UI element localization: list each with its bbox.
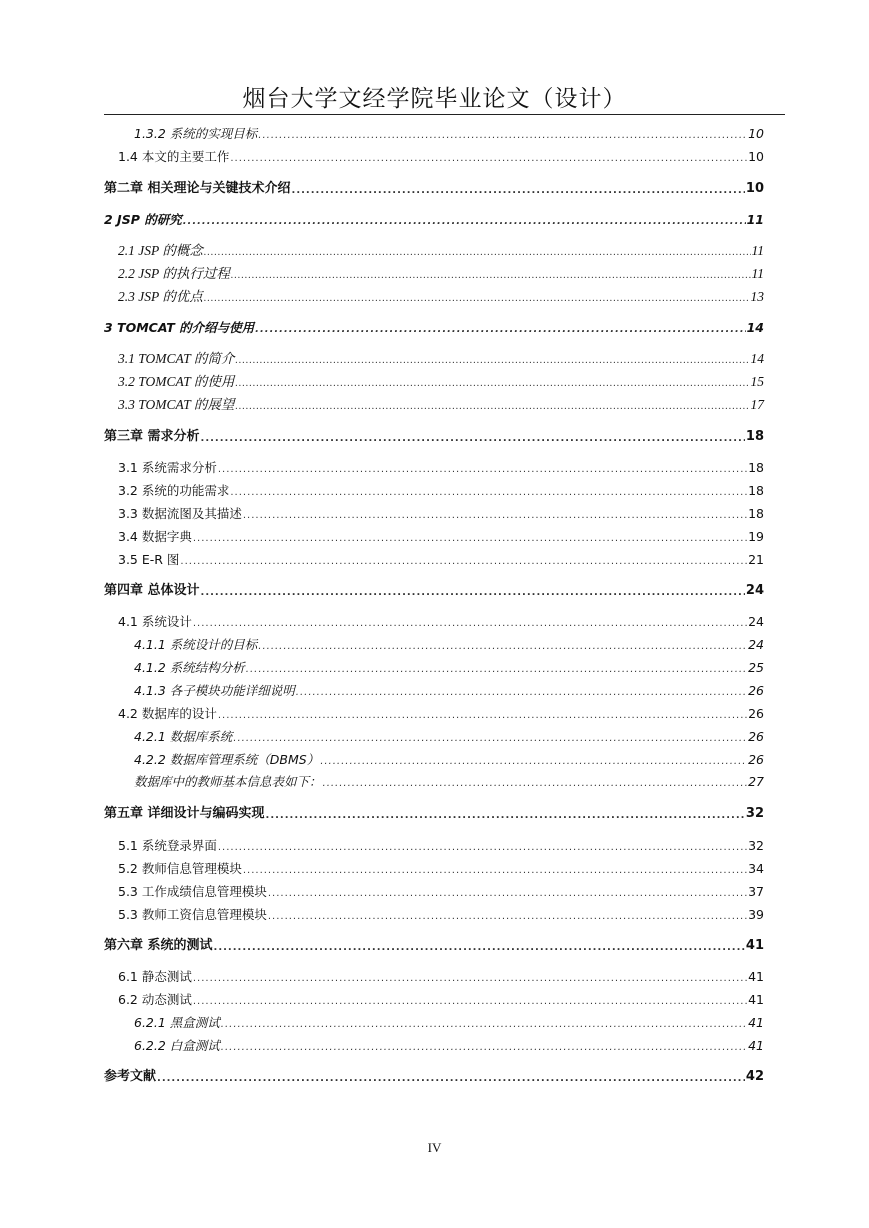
- toc-entry[interactable]: [118, 243, 764, 259]
- toc-entry[interactable]: [118, 460, 764, 476]
- toc-entry-title: 3 TOMCAT 的介绍与使用: [104, 320, 255, 335]
- toc-entry[interactable]: [118, 529, 764, 545]
- toc-leader-dots: [231, 270, 751, 282]
- toc-entry-title: 5.3 工作成绩信息管理模块: [118, 884, 267, 899]
- toc-entry[interactable]: [104, 583, 764, 599]
- page-number: IV: [427, 1140, 442, 1155]
- toc-entry-page: 27: [748, 774, 764, 789]
- toc-entry[interactable]: [134, 126, 764, 142]
- toc-leader-dots: [320, 756, 747, 768]
- toc-entry-title: 3.2 TOMCAT 的使用: [118, 374, 235, 389]
- toc-leader-dots: [193, 618, 747, 630]
- toc-leader-dots: [157, 1073, 745, 1085]
- toc-entry-page: 32: [745, 806, 764, 821]
- toc-leader-dots: [193, 533, 747, 545]
- toc-entry-page: 10: [748, 149, 764, 164]
- toc-entry[interactable]: [118, 706, 764, 722]
- toc-entry-title: 第二章 相关理论与关键技术介绍: [104, 181, 291, 196]
- toc-entry-title: 4.2 数据库的设计: [118, 706, 217, 721]
- toc-entry-page: 19: [748, 529, 764, 544]
- toc-leader-dots: [235, 401, 749, 413]
- toc-leader-dots: [235, 378, 749, 390]
- toc-leader-dots: [221, 1042, 747, 1054]
- toc-entry-title: 2.2 JSP 的执行过程: [118, 266, 230, 281]
- toc-entry-page: 21: [748, 552, 764, 567]
- toc-entry-page: 13: [750, 289, 764, 304]
- toc-entry-title: 1.4 本文的主要工作: [118, 149, 230, 164]
- toc-leader-dots: [218, 464, 747, 476]
- toc-entry-page: 41: [745, 938, 764, 953]
- toc-entry[interactable]: [134, 660, 764, 676]
- toc-entry-title: 4.1.3 各子模块功能详细说明: [134, 683, 295, 698]
- toc-entry-page: 26: [748, 729, 764, 744]
- toc-entry-title: 3.2 系统的功能需求: [118, 483, 230, 498]
- toc-entry[interactable]: [104, 429, 764, 445]
- toc-entry-page: 41: [748, 1038, 764, 1053]
- toc-entry-page: 15: [750, 374, 764, 389]
- toc-entry-title: 6.2.1 黑盒测试: [134, 1015, 220, 1030]
- toc-entry-page: 18: [748, 460, 764, 475]
- toc-entry-page: 24: [745, 583, 764, 598]
- toc-entry-title: 5.1 系统登录界面: [118, 838, 217, 853]
- toc-entry-page: 18: [748, 506, 764, 521]
- toc-entry-page: 18: [748, 483, 764, 498]
- toc-entry-page: 41: [748, 992, 764, 1007]
- toc-entry-title: 参考文献: [104, 1069, 157, 1084]
- toc-entry-title: 6.2 动态测试: [118, 992, 192, 1007]
- toc-leader-dots: [233, 733, 747, 745]
- toc-entry[interactable]: [134, 774, 764, 790]
- toc-entry-title: 3.3 数据流图及其描述: [118, 506, 242, 521]
- toc-entry-page: 14: [746, 320, 764, 335]
- toc-entry-page: 41: [748, 969, 764, 984]
- toc-entry-title: 第六章 系统的测试: [104, 938, 213, 953]
- toc-entry[interactable]: [118, 397, 764, 413]
- toc-entry-title: 第三章 需求分析: [104, 429, 200, 444]
- toc-entry-page: 11: [751, 243, 764, 258]
- toc-leader-dots: [214, 942, 745, 954]
- toc-entry[interactable]: [118, 506, 764, 522]
- toc-leader-dots: [218, 710, 747, 722]
- toc-entry[interactable]: [118, 351, 764, 367]
- toc-entry[interactable]: [134, 1015, 764, 1031]
- toc-entry-page: 11: [746, 212, 764, 227]
- toc-entry-page: 42: [745, 1069, 764, 1084]
- toc-leader-dots: [204, 293, 750, 305]
- toc-entry[interactable]: [104, 938, 764, 954]
- toc-entry[interactable]: [104, 1069, 764, 1085]
- toc-entry-page: 26: [748, 752, 764, 767]
- toc-leader-dots: [183, 216, 746, 228]
- toc-entry-page: 41: [748, 1015, 764, 1030]
- toc-leader-dots: [258, 641, 747, 653]
- toc-leader-dots: [193, 996, 747, 1008]
- toc-entry[interactable]: [118, 266, 764, 282]
- toc-entry[interactable]: [134, 1038, 764, 1054]
- toc-entry[interactable]: [134, 729, 764, 745]
- toc-leader-dots: [218, 842, 747, 854]
- toc-entry[interactable]: [104, 320, 764, 336]
- toc-entry[interactable]: [118, 374, 764, 390]
- toc-entry[interactable]: [104, 181, 764, 197]
- toc-entry-title: 4.1.1 系统设计的目标: [134, 637, 258, 652]
- toc-entry-title: 6.1 静态测试: [118, 969, 192, 984]
- toc-entry[interactable]: [134, 752, 764, 768]
- toc-leader-dots: [255, 324, 745, 336]
- toc-entry-title: 2.3 JSP 的优点: [118, 289, 203, 304]
- toc-entry-page: 11: [751, 266, 764, 281]
- toc-entry-title: 3.3 TOMCAT 的展望: [118, 397, 235, 412]
- toc-entry-title: 3.5 E-R 图: [118, 552, 180, 567]
- toc-entry[interactable]: [104, 806, 764, 822]
- toc-entry-title: 4.2.1 数据库系统: [134, 729, 233, 744]
- toc-entry[interactable]: [118, 992, 764, 1008]
- toc-entry-title: 4.1 系统设计: [118, 614, 192, 629]
- toc-entry[interactable]: [118, 483, 764, 499]
- toc-leader-dots: [201, 433, 745, 445]
- toc-entry[interactable]: [118, 838, 764, 854]
- toc-leader-dots: [268, 888, 747, 900]
- toc-entry[interactable]: [134, 637, 764, 653]
- toc-entry-title: 第四章 总体设计: [104, 583, 200, 598]
- toc-leader-dots: [201, 587, 745, 599]
- toc-leader-dots: [230, 487, 747, 499]
- toc-entry-title: 3.1 系统需求分析: [118, 460, 217, 475]
- toc-leader-dots: [180, 556, 747, 568]
- toc-entry-page: 24: [748, 637, 764, 652]
- toc-entry[interactable]: [118, 884, 764, 900]
- toc-entry[interactable]: [118, 289, 764, 305]
- toc-entry-page: 26: [748, 706, 764, 721]
- toc-entry-title: 5.2 教师信息管理模块: [118, 861, 242, 876]
- toc-entry-page: 26: [748, 683, 764, 698]
- toc-leader-dots: [204, 247, 751, 259]
- toc-leader-dots: [246, 664, 747, 676]
- toc-entry[interactable]: [118, 552, 764, 568]
- toc-entry[interactable]: [104, 212, 764, 228]
- toc-entry-page: 14: [750, 351, 764, 366]
- toc-entry-page: 10: [748, 126, 764, 141]
- toc-entry-page: 10: [745, 181, 764, 196]
- toc-entry-title: 第五章 详细设计与编码实现: [104, 806, 265, 821]
- toc-entry[interactable]: [118, 969, 764, 985]
- toc-entry-page: 18: [745, 429, 764, 444]
- toc-entry-page: 32: [748, 838, 764, 853]
- toc-leader-dots: [235, 355, 749, 367]
- toc-entry[interactable]: [118, 149, 764, 165]
- toc-entry-page: 37: [748, 884, 764, 899]
- toc-entry-title: 数据库中的教师基本信息表如下：: [134, 774, 322, 789]
- toc-entry-page: 24: [748, 614, 764, 629]
- toc-entry[interactable]: [118, 614, 764, 630]
- toc-entry-title: 5.3 教师工资信息管理模块: [118, 907, 267, 922]
- toc-entry-page: 34: [748, 861, 764, 876]
- toc-entry-title: 4.2.2 数据库管理系统（DBMS）: [134, 752, 320, 767]
- toc-entry-title: 3.1 TOMCAT 的简介: [118, 351, 235, 366]
- toc-leader-dots: [258, 130, 747, 142]
- toc-entry-title: 2.1 JSP 的概念: [118, 243, 203, 258]
- toc-entry-page: 39: [748, 907, 764, 922]
- toc-leader-dots: [266, 810, 745, 822]
- toc-leader-dots: [268, 911, 747, 923]
- toc-entry[interactable]: [118, 907, 764, 923]
- toc-leader-dots: [323, 778, 748, 790]
- toc-entry-title: 3.4 数据字典: [118, 529, 192, 544]
- toc-leader-dots: [292, 185, 745, 197]
- toc-entry-page: 25: [748, 660, 764, 675]
- toc-entry-title: 1.3.2 系统的实现目标: [134, 126, 258, 141]
- toc-entry-title: 4.1.2 系统结构分析: [134, 660, 245, 675]
- toc-entry-page: 17: [750, 397, 764, 412]
- toc-entry[interactable]: [134, 683, 764, 699]
- toc-leader-dots: [296, 687, 747, 699]
- toc-leader-dots: [243, 510, 747, 522]
- page-header: 烟台大学文经学院毕业论文（设计）: [242, 86, 627, 112]
- toc-leader-dots: [243, 865, 747, 877]
- toc-leader-dots: [230, 153, 747, 165]
- toc-leader-dots: [221, 1019, 747, 1031]
- toc-entry-title: 6.2.2 白盒测试: [134, 1038, 220, 1053]
- toc-entry[interactable]: [118, 861, 764, 877]
- toc-entry-title: 2 JSP 的研究: [104, 212, 182, 227]
- toc-leader-dots: [193, 973, 747, 985]
